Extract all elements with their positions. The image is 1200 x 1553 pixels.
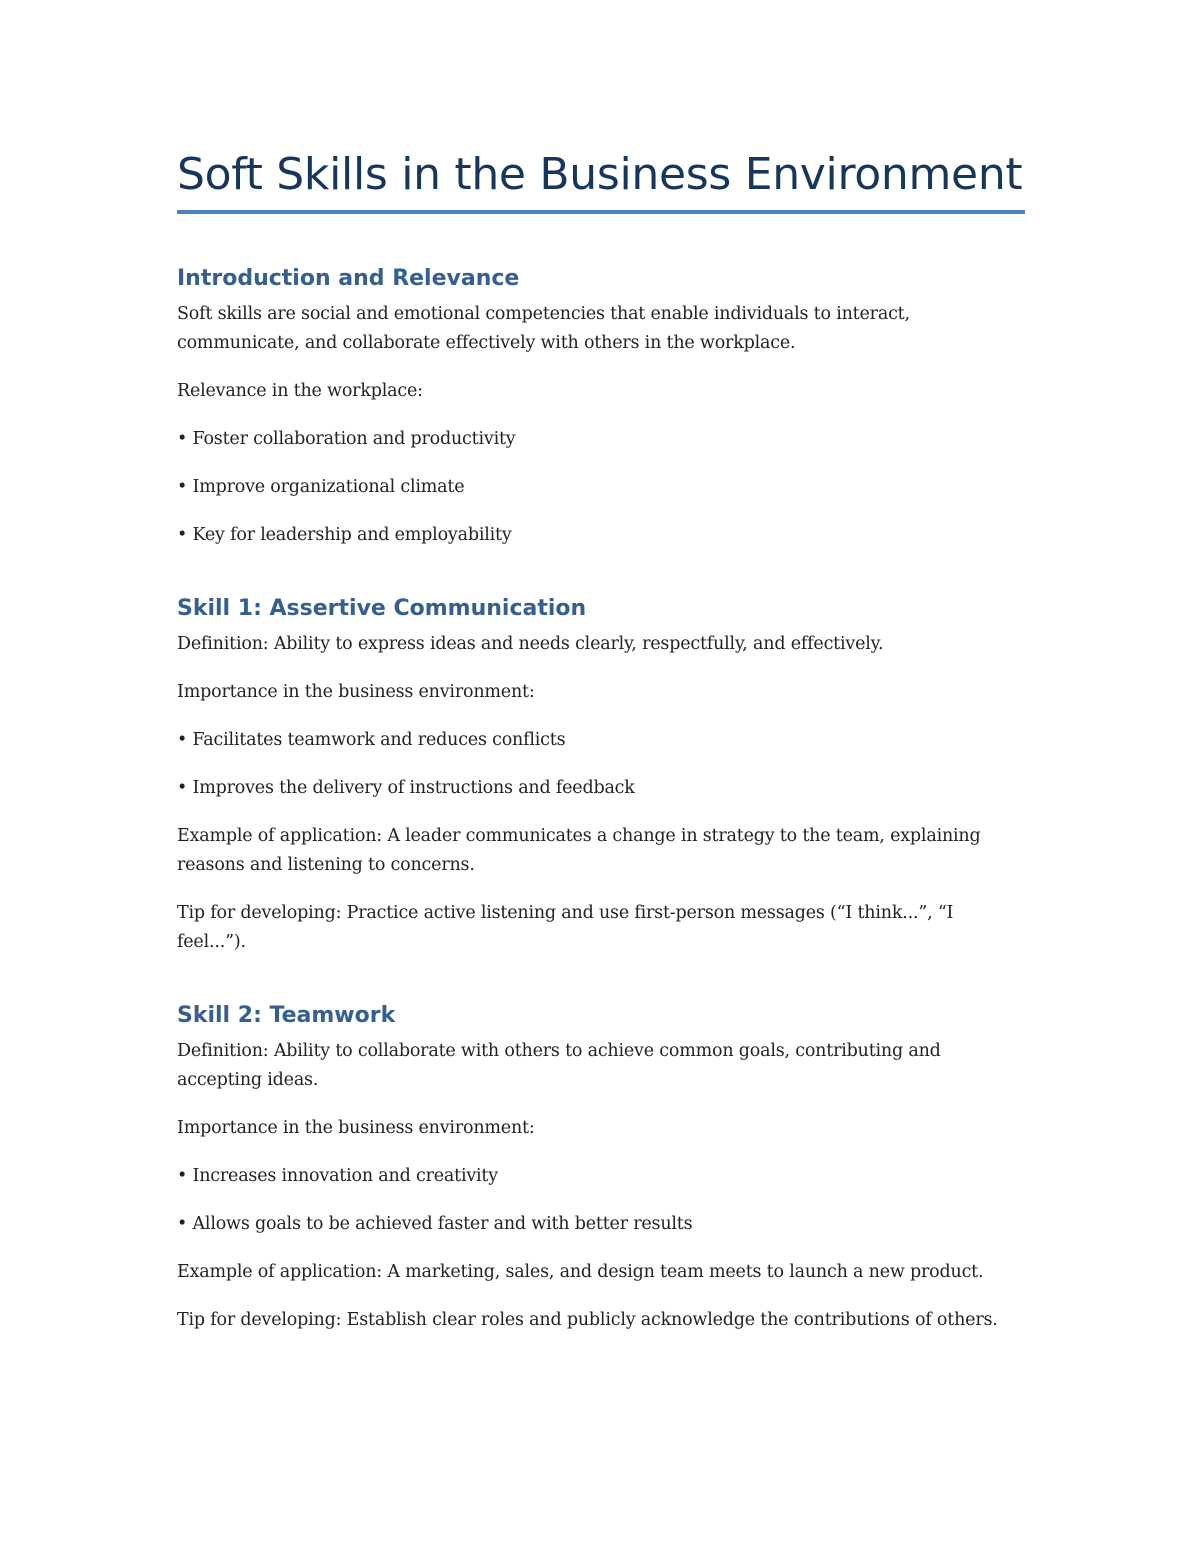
section-heading: Skill 2: Teamwork (177, 1003, 396, 1028)
paragraph: Importance in the business environment: (177, 1118, 535, 1138)
section-heading: Skill 1: Assertive Communication (177, 596, 587, 621)
section-introduction (177, 264, 1025, 550)
bullet-item: • Improve organizational climate (177, 477, 465, 497)
paragraph: Example of application: A marketing, sales, and design team meets to launch a new product. (177, 1262, 984, 1282)
section-skill-2 (177, 1001, 1025, 1335)
paragraph: Definition: Ability to express ideas and needs clearly, respectfully, and effectively. (177, 634, 884, 654)
section-heading: Introduction and Relevance (177, 266, 520, 291)
paragraph: Example of application: A leader communicates a change in strategy to the team, explaining reasons and listening to concerns. (177, 826, 981, 875)
bullet-item: • Facilitates teamwork and reduces conflicts (177, 730, 566, 750)
bullet-item: • Improves the delivery of instructions and feedback (177, 778, 635, 798)
paragraph: Tip for developing: Establish clear roles and publicly acknowledge the contributions of others. (177, 1310, 998, 1330)
bullet-item: • Foster collaboration and productivity (177, 429, 516, 449)
paragraph: Tip for developing: Practice active listening and use first-person messages (“I think...”, “I feel...”). (177, 903, 954, 952)
paragraph: Soft skills are social and emotional competencies that enable individuals to interact, communicate, and collaborate effectively with others in the workplace. (177, 304, 910, 353)
title-underline (177, 210, 1025, 214)
paragraph: Definition: Ability to collaborate with others to achieve common goals, contributing and accepting ideas. (177, 1041, 941, 1090)
bullet-item: • Key for leadership and employability (177, 525, 512, 545)
document-body (177, 146, 1025, 1354)
bullet-item: • Increases innovation and creativity (177, 1166, 498, 1186)
paragraph: Importance in the business environment: (177, 682, 535, 702)
paragraph: Relevance in the workplace: (177, 381, 423, 401)
document-title: Soft Skills in the Business Environment (177, 149, 1023, 200)
section-skill-1 (177, 594, 1025, 957)
bullet-item: • Allows goals to be achieved faster and with better results (177, 1214, 693, 1234)
